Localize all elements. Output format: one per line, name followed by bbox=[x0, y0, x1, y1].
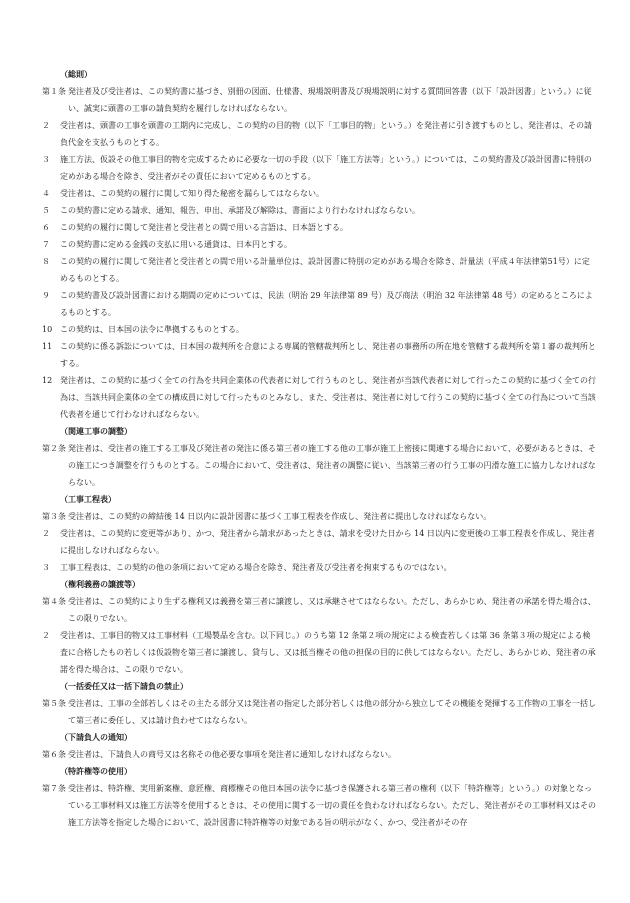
section-heading: （下請負人の通知） bbox=[60, 732, 132, 742]
clause-paragraph bbox=[42, 559, 596, 576]
section-heading: （工事工程表） bbox=[60, 494, 116, 504]
article-number: 第４条 bbox=[42, 597, 66, 606]
article-text: 受注者は、下請負人の商号又は名称その他必要な事項を発注者に通知しなければならない。 bbox=[68, 750, 396, 759]
article-paragraph bbox=[42, 508, 596, 525]
clause-text: この契約に係る訴訟については、日本国の裁判所を合意による専属的管轄裁判所とし、発注者の事務所の所在地を管轄する裁判所を第１審の裁判所とする。 bbox=[60, 342, 596, 368]
article-text: 受注者は、この契約の締結後 14 日以内に設計図書に基づく工事工程表を作成し、発注者に提出しなければならない。 bbox=[68, 512, 492, 521]
clause-paragraph bbox=[42, 219, 596, 236]
article-text: 発注者及び受注者は、この契約書に基づき、別冊の図面、仕様書、現場説明書及び現場説明に対する質問回答書（以下「設計図書」という。）に従い、誠実に頭書の工事の請負契約を履行しなければならない。 bbox=[68, 87, 592, 113]
clause-paragraph bbox=[42, 627, 596, 678]
clause-number: ３ bbox=[42, 155, 50, 164]
article-number: 第７条 bbox=[42, 784, 66, 793]
clause-number: 12 bbox=[42, 376, 53, 385]
article-paragraph bbox=[42, 83, 596, 117]
clause-text: 受注者は、頭書の工事を頭書の工期内に完成し、この契約の目的物（以下「工事目的物」という。）を発注者に引き渡すものとし、発注者は、その請負代金を支払うものとする。 bbox=[60, 121, 592, 147]
article-number: 第１条 bbox=[42, 87, 66, 96]
article-text: 発注者は、受注者の施工する工事及び発注者の発注に係る第三者の施工する他の工事が施工上密接に関連する場合において、必要があるときは、その施工につき調整を行うものとする。この場合において、受注者は、発注者の調整に従い、当該第三者の行う工事の円滑な施工に協力しなければならない。 bbox=[68, 444, 596, 487]
clause-paragraph bbox=[42, 202, 596, 219]
clause-number: ５ bbox=[42, 206, 50, 215]
clause-number: 10 bbox=[42, 325, 53, 334]
clause-text: この契約書及び設計図書における期間の定めについては、民法（明治 29 年法律第 89 号）及び商法（明治 32 年法律第 48 号）の定めるところによるものとする。 bbox=[60, 291, 593, 317]
clause-number: ４ bbox=[42, 189, 50, 198]
article-number: 第２条 bbox=[42, 444, 66, 453]
article-text: 受注者は、この契約により生ずる権利又は義務を第三者に譲渡し、又は承継させてはならない。ただし、あらかじめ、発注者の承諾を得た場合は、この限りでない。 bbox=[68, 597, 596, 623]
clause-number: ２ bbox=[42, 631, 50, 640]
clause-text: 受注者は、この契約の履行に関して知り得た秘密を漏らしてはならない。 bbox=[60, 189, 324, 198]
article-number: 第３条 bbox=[42, 512, 66, 521]
clause-paragraph bbox=[42, 525, 596, 559]
clause-number: ７ bbox=[42, 240, 50, 249]
section-heading: （一括委任又は一括下請負の禁止） bbox=[60, 681, 188, 691]
clause-text: この契約書に定める金銭の支払に用いる通貨は、日本円とする。 bbox=[60, 240, 292, 249]
clause-paragraph bbox=[42, 151, 596, 185]
clause-text: 発注者は、この契約に基づく全ての行為を共同企業体の代表者に対して行うものとし、発注者が当該代表者に対して行ったこの契約に基づく全ての行為は、当該共同企業体の全ての構成員に対して行ったものとみなし、また、受注者は、発注者に対して行うこの契約に基づく全ての行為について当該代表者を通じて行わなければならない。 bbox=[60, 376, 596, 419]
clause-text: この契約書に定める請求、通知、報告、申出、承諾及び解除は、書面により行わなければならない。 bbox=[60, 206, 420, 215]
clause-number: ２ bbox=[42, 121, 50, 130]
article-paragraph bbox=[42, 746, 596, 763]
clause-paragraph bbox=[42, 253, 596, 287]
clause-number: ６ bbox=[42, 223, 50, 232]
clause-text: 受注者は、この契約に変更等があり、かつ、発注者から請求があったときは、請求を受けた日から 14 日以内に変更後の工事工程表を作成し、発注者に提出しなければならない。 bbox=[60, 529, 595, 555]
clause-paragraph bbox=[42, 372, 596, 423]
clause-paragraph bbox=[42, 338, 596, 372]
article-paragraph bbox=[42, 780, 596, 831]
clause-text: 受注者は、工事目的物又は工事材料（工場製品を含む。以下同じ。）のうち第 12 条第２項の規定による検査若しくは第 36 条第３項の規定による検査に合格したもの若しくは仮設物を第三者に譲渡し、貸与し、又は抵当権その他の担保の目的に供してはならない。ただし、あらかじめ、発注者の承諾を得た場合は、この限りでない。 bbox=[60, 631, 596, 674]
clause-paragraph bbox=[42, 185, 596, 202]
article-text: 受注者は、特許権、実用新案権、意匠権、商標権その他日本国の法令に基づき保護される第三者の権利（以下「特許権等」という。）の対象となっている工事材料又は施工方法等を使用するときは、その使用に関する一切の責任を負わなければならない。ただし、発注者がその工事材料又はその施工方法等を指定した場合において、設計図書に特許権等の対象である旨の明示がなく、かつ、受注者がその存 bbox=[68, 784, 596, 827]
section-heading: （特許権等の使用） bbox=[60, 766, 132, 776]
article-paragraph bbox=[42, 593, 596, 627]
article-number: 第５条 bbox=[42, 699, 66, 708]
clause-number: 11 bbox=[42, 342, 53, 351]
article-paragraph bbox=[42, 695, 596, 729]
clause-text: 施工方法、仮設その他工事目的物を完成するために必要な一切の手段（以下「施工方法等」という。）については、この契約書及び設計図書に特別の定めがある場合を除き、受注者がその責任において定めるものとする。 bbox=[60, 155, 592, 181]
clause-number: ２ bbox=[42, 529, 50, 538]
article-text: 受注者は、工事の全部若しくはその主たる部分又は発注者の指定した部分若しくは他の部分から独立してその機能を発揮する工作物の工事を一括して第三者に委任し、又は請け負わせてはならない。 bbox=[68, 699, 596, 725]
article-paragraph bbox=[42, 440, 596, 491]
clause-text: 工事工程表は、この契約の他の条項において定める場合を除き、発注者及び受注者を拘束するものではない。 bbox=[60, 563, 452, 572]
clause-paragraph bbox=[42, 321, 596, 338]
article-number: 第６条 bbox=[42, 750, 66, 759]
clause-number: ３ bbox=[42, 563, 50, 572]
clause-paragraph bbox=[42, 287, 596, 321]
clause-number: ８ bbox=[42, 257, 50, 266]
clause-paragraph bbox=[42, 236, 596, 253]
clause-text: この契約は、日本国の法令に準拠するものとする。 bbox=[60, 325, 244, 334]
clause-number: ９ bbox=[42, 291, 50, 300]
section-heading: （権利義務の譲渡等） bbox=[60, 579, 140, 589]
section-heading: （総則） bbox=[60, 69, 92, 79]
clause-text: この契約の履行に関して発注者と受注者との間で用いる言語は、日本語とする。 bbox=[60, 223, 348, 232]
clause-paragraph bbox=[42, 117, 596, 151]
section-heading: （関連工事の調整） bbox=[60, 426, 132, 436]
clause-text: この契約の履行に関して発注者と受注者との間で用いる計量単位は、設計図書に特別の定めがある場合を除き、計量法（平成４年法律第51号）に定めるものとする。 bbox=[60, 257, 590, 283]
